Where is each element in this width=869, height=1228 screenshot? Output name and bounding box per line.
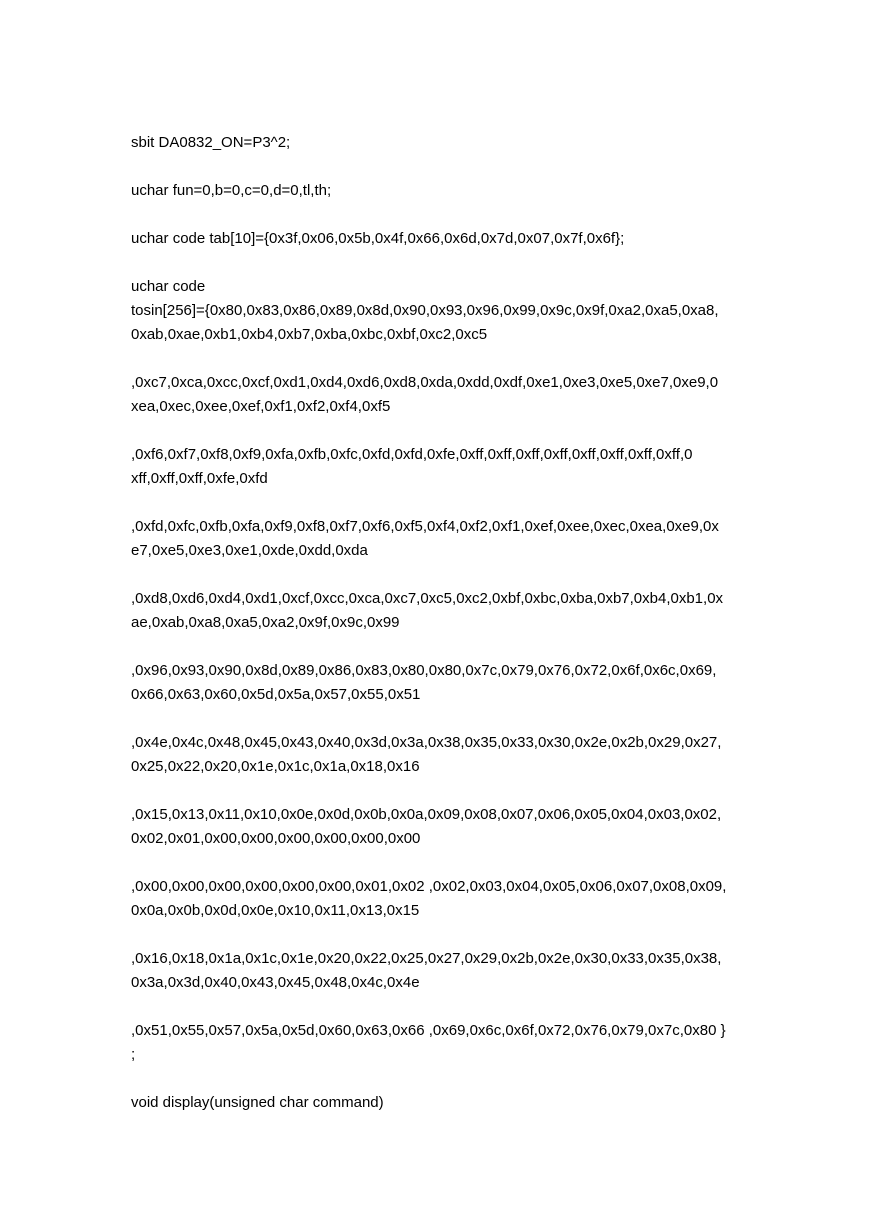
code-paragraph bbox=[131, 179, 743, 203]
code-paragraph bbox=[131, 515, 743, 563]
code-paragraph bbox=[131, 875, 743, 923]
code-line: ,0xf6,0xf7,0xf8,0xf9,0xfa,0xfb,0xfc,0xfd,0xfd,0xfe,0xff,0xff,0xff,0xff,0xff,0xff,0xff,0xff,0 bbox=[131, 446, 693, 463]
code-line: ae,0xab,0xa8,0xa5,0xa2,0x9f,0x9c,0x99 bbox=[131, 614, 400, 631]
code-line: ,0xfd,0xfc,0xfb,0xfa,0xf9,0xf8,0xf7,0xf6,0xf5,0xf4,0xf2,0xf1,0xef,0xee,0xec,0xea,0xe9,0x bbox=[131, 518, 719, 535]
code-line: tosin[256]={0x80,0x83,0x86,0x89,0x8d,0x90,0x93,0x96,0x99,0x9c,0x9f,0xa2,0xa5,0xa8, bbox=[131, 302, 719, 319]
code-line: 0xab,0xae,0xb1,0xb4,0xb7,0xba,0xbc,0xbf,0xc2,0xc5 bbox=[131, 326, 488, 343]
code-line: xff,0xff,0xff,0xfe,0xfd bbox=[131, 470, 268, 487]
code-line: 0x0a,0x0b,0x0d,0x0e,0x10,0x11,0x13,0x15 bbox=[131, 902, 420, 919]
code-line: ,0x15,0x13,0x11,0x10,0x0e,0x0d,0x0b,0x0a,0x09,0x08,0x07,0x06,0x05,0x04,0x03,0x02, bbox=[131, 806, 722, 823]
code-line: ,0x00,0x00,0x00,0x00,0x00,0x00,0x01,0x02 ,0x02,0x03,0x04,0x05,0x06,0x07,0x08,0x09, bbox=[131, 878, 727, 895]
code-line: xea,0xec,0xee,0xef,0xf1,0xf2,0xf4,0xf5 bbox=[131, 398, 391, 415]
code-line: ,0x4e,0x4c,0x48,0x45,0x43,0x40,0x3d,0x3a,0x38,0x35,0x33,0x30,0x2e,0x2b,0x29,0x27, bbox=[131, 734, 722, 751]
code-paragraph bbox=[131, 1019, 743, 1067]
code-line: uchar code tab[10]={0x3f,0x06,0x5b,0x4f,0x66,0x6d,0x7d,0x07,0x7f,0x6f}; bbox=[131, 230, 625, 247]
code-line: void display(unsigned char command) bbox=[131, 1094, 384, 1111]
code-line: ,0x96,0x93,0x90,0x8d,0x89,0x86,0x83,0x80,0x80,0x7c,0x79,0x76,0x72,0x6f,0x6c,0x69, bbox=[131, 662, 717, 679]
code-paragraph bbox=[131, 275, 743, 347]
code-paragraph bbox=[131, 731, 743, 779]
code-line: 0x25,0x22,0x20,0x1e,0x1c,0x1a,0x18,0x16 bbox=[131, 758, 420, 775]
code-paragraph bbox=[131, 947, 743, 995]
code-line: 0x66,0x63,0x60,0x5d,0x5a,0x57,0x55,0x51 bbox=[131, 686, 421, 703]
code-line: ,0x16,0x18,0x1a,0x1c,0x1e,0x20,0x22,0x25,0x27,0x29,0x2b,0x2e,0x30,0x33,0x35,0x38, bbox=[131, 950, 722, 967]
code-paragraph bbox=[131, 803, 743, 851]
code-line: ; bbox=[131, 1046, 136, 1063]
code-line: uchar fun=0,b=0,c=0,d=0,tl,th; bbox=[131, 182, 332, 199]
code-line: 0x02,0x01,0x00,0x00,0x00,0x00,0x00,0x00 bbox=[131, 830, 421, 847]
code-paragraph bbox=[131, 1091, 743, 1115]
code-line: ,0xc7,0xca,0xcc,0xcf,0xd1,0xd4,0xd6,0xd8,0xda,0xdd,0xdf,0xe1,0xe3,0xe5,0xe7,0xe9,0 bbox=[131, 374, 719, 391]
code-line: e7,0xe5,0xe3,0xe1,0xde,0xdd,0xda bbox=[131, 542, 368, 559]
code-line: sbit DA0832_ON=P3^2; bbox=[131, 134, 291, 151]
code-paragraph bbox=[131, 371, 743, 419]
code-paragraph bbox=[131, 659, 743, 707]
code-line: ,0xd8,0xd6,0xd4,0xd1,0xcf,0xcc,0xca,0xc7,0xc5,0xc2,0xbf,0xbc,0xba,0xb7,0xb4,0xb1,0x bbox=[131, 590, 724, 607]
code-line: ,0x51,0x55,0x57,0x5a,0x5d,0x60,0x63,0x66 ,0x69,0x6c,0x6f,0x72,0x76,0x79,0x7c,0x80 } bbox=[131, 1022, 726, 1039]
code-paragraph bbox=[131, 587, 743, 635]
code-line: uchar code bbox=[131, 278, 206, 295]
code-paragraph bbox=[131, 443, 743, 491]
code-paragraph bbox=[131, 227, 743, 251]
code-paragraph bbox=[131, 131, 743, 155]
code-line: 0x3a,0x3d,0x40,0x43,0x45,0x48,0x4c,0x4e bbox=[131, 974, 420, 991]
document-page bbox=[131, 131, 743, 1139]
